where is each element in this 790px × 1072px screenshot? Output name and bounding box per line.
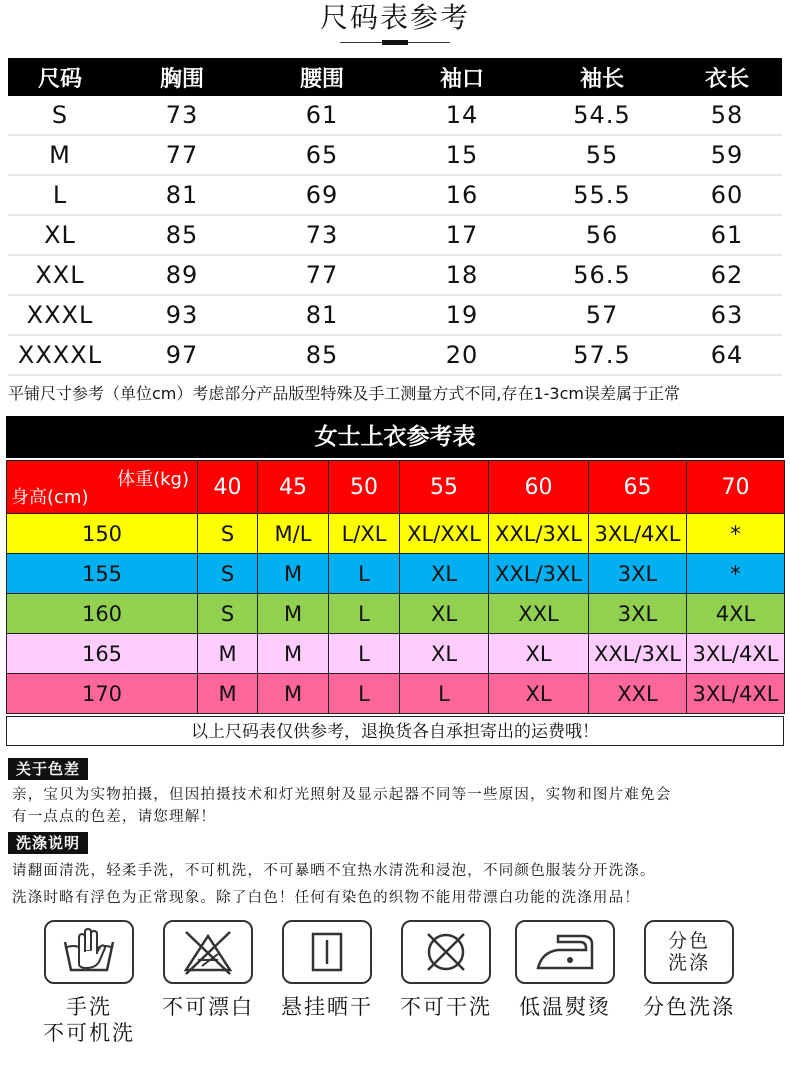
care-label: 不可干洗 [400,995,492,1019]
table-cell: 59 [672,135,782,175]
col-header: 袖长 [532,58,672,96]
size-cell: XL [489,634,589,674]
low-iron-icon [515,920,615,984]
col-header: 尺码 [8,58,112,96]
icon-text: 洗涤 [667,952,710,974]
table-cell: 77 [112,135,252,175]
table-cell: 85 [112,215,252,255]
height-cell: 165 [7,634,198,674]
table-cell: XXL [8,255,112,295]
weight-header-cell: 70 [687,461,785,514]
wash-heading: 洗涤说明 [8,832,88,854]
table-cell: 61 [252,96,392,135]
no-bleach-icon [163,920,253,984]
table-cell: L [8,175,112,215]
size-cell: * [687,514,785,554]
table-cell: 58 [672,96,782,135]
color-diff-heading: 关于色差 [8,758,88,780]
size-cell: XXL/3XL [489,554,589,594]
care-item-hang-dry [268,920,386,1020]
table-row [8,255,782,295]
table-cell: 57.5 [532,335,672,375]
table-cell: 20 [392,335,532,375]
size-cell: XXL [489,594,589,634]
table-cell: 56 [532,215,672,255]
col-header: 胸围 [112,58,252,96]
table-cell: M [8,135,112,175]
care-label: 手洗 [66,995,112,1019]
table-cell: 55 [532,135,672,175]
size-cell: XL [400,554,489,594]
table-row [7,674,785,714]
hang-dry-icon [282,920,372,984]
care-label: 悬挂晒干 [281,995,373,1019]
table-cell: 81 [112,175,252,215]
size-cell: M [198,634,258,674]
table-row [7,514,785,554]
size-cell: M [258,594,329,634]
women-table-note: 以上尺码表仅供参考，退换货各自承担寄出的运费哦！ [6,716,784,746]
size-cell: L [329,594,400,634]
weight-header-cell: 40 [198,461,258,514]
height-axis-label: 身高(cm) [11,487,89,508]
table-cell: 85 [252,335,392,375]
women-size-table [6,460,785,714]
weight-header-cell: 65 [589,461,687,514]
table-cell: 77 [252,255,392,295]
hand-wash-icon [44,920,134,984]
col-header: 腰围 [252,58,392,96]
care-label: 低温熨烫 [519,995,611,1019]
size-cell: 3XL [589,554,687,594]
care-icons [0,920,790,1070]
height-cell: 170 [7,674,198,714]
table-cell: 73 [112,96,252,135]
table-cell: 16 [392,175,532,215]
page-title-block [0,0,790,56]
color-diff-text [12,784,782,828]
size-cell: M [258,554,329,594]
weight-header-cell: 50 [329,461,400,514]
title-accent-bar [382,40,408,45]
weight-axis-label: 体重(kg) [117,469,189,490]
weight-header-cell: 60 [489,461,589,514]
size-cell: XL [400,594,489,634]
table-cell: XXXL [8,295,112,335]
height-cell: 155 [7,554,198,594]
size-table-header [8,58,782,96]
size-cell: L [329,674,400,714]
table-cell: 73 [252,215,392,255]
height-cell: 150 [7,514,198,554]
table-row [7,554,785,594]
size-cell: M/L [258,514,329,554]
care-label: 不可漂白 [162,995,254,1019]
size-table-note: 平铺尺寸参考（单位cm）考虑部分产品版型特殊及手工测量方式不同,存在1-3cm误差属于正常 [8,384,680,403]
care-item-hand-wash [30,920,148,1046]
table-row [8,135,782,175]
table-cell: 69 [252,175,392,215]
table-cell: 15 [392,135,532,175]
table-cell: 18 [392,255,532,295]
size-cell: L [329,554,400,594]
care-item-no-bleach [149,920,267,1020]
table-row [8,215,782,255]
size-cell: M [198,674,258,714]
table-cell: 63 [672,295,782,335]
table-cell: XL [8,215,112,255]
care-label: 分色洗涤 [643,995,735,1019]
wash-text [12,858,782,912]
table-cell: 81 [252,295,392,335]
table-row [8,295,782,335]
col-header: 衣长 [672,58,782,96]
no-dry-clean-icon [401,920,491,984]
size-cell: L [400,674,489,714]
size-cell: 3XL/4XL [687,674,785,714]
size-cell: 3XL/4XL [687,634,785,674]
care-label: 不可机洗 [43,1021,135,1045]
size-cell: M [258,674,329,714]
table-cell: XXXXL [8,335,112,375]
size-cell: 4XL [687,594,785,634]
table-row [8,175,782,215]
table-cell: 64 [672,335,782,375]
care-item-no-dry-clean [387,920,505,1020]
size-cell: XL [489,674,589,714]
size-cell: 3XL/4XL [589,514,687,554]
care-item-separate-wash [630,920,748,1020]
color-diff-line: 有一点点的色差，请您理解！ [12,809,217,825]
care-item-low-iron [506,920,624,1020]
table-cell: 56.5 [532,255,672,295]
table-cell: S [8,96,112,135]
size-cell: XL [400,634,489,674]
table-cell: 54.5 [532,96,672,135]
size-cell: XXL [589,674,687,714]
size-table [8,58,782,376]
wash-line: 洗涤时略有浮色为正常现象。除了白色！任何有染色的织物不能用带漂白功能的洗涤用品！ [12,890,640,906]
table-row [8,335,782,375]
size-cell: S [198,514,258,554]
table-cell: 60 [672,175,782,215]
table-cell: 19 [392,295,532,335]
size-cell: S [198,554,258,594]
corner-cell [7,461,198,514]
table-cell: 62 [672,255,782,295]
size-cell: XL/XXL [400,514,489,554]
size-cell: XXL/3XL [489,514,589,554]
table-cell: 14 [392,96,532,135]
wash-line: 请翻面清洗，轻柔手洗，不可机洗，不可暴晒不宜热水清洗和浸泡，不同颜色服装分开洗涤。 [12,863,656,879]
table-row [7,594,785,634]
size-cell: L/XL [329,514,400,554]
height-cell: 160 [7,594,198,634]
table-cell: 61 [672,215,782,255]
weight-header-cell: 55 [400,461,489,514]
women-table-title: 女士上衣参考表 [6,416,784,458]
table-cell: 93 [112,295,252,335]
size-cell: S [198,594,258,634]
table-cell: 17 [392,215,532,255]
color-diff-line: 亲，宝贝为实物拍摄，但因拍摄技术和灯光照射及显示起器不同等一些原因，实物和图片难免会 [12,787,672,803]
weight-header-cell: 45 [258,461,329,514]
icon-text: 分色 [667,930,710,952]
size-cell: M [258,634,329,674]
table-cell: 89 [112,255,252,295]
table-row [8,96,782,135]
col-header: 袖口 [392,58,532,96]
table-cell: 97 [112,335,252,375]
table-cell: 57 [532,295,672,335]
women-table-header [7,461,785,514]
table-row [7,634,785,674]
table-cell: 65 [252,135,392,175]
separate-wash-icon [644,920,734,984]
size-cell: L [329,634,400,674]
page-title: 尺码表参考 [319,1,470,34]
table-cell: 55.5 [532,175,672,215]
size-cell: 3XL [589,594,687,634]
size-cell: * [687,554,785,594]
size-cell: XXL/3XL [589,634,687,674]
